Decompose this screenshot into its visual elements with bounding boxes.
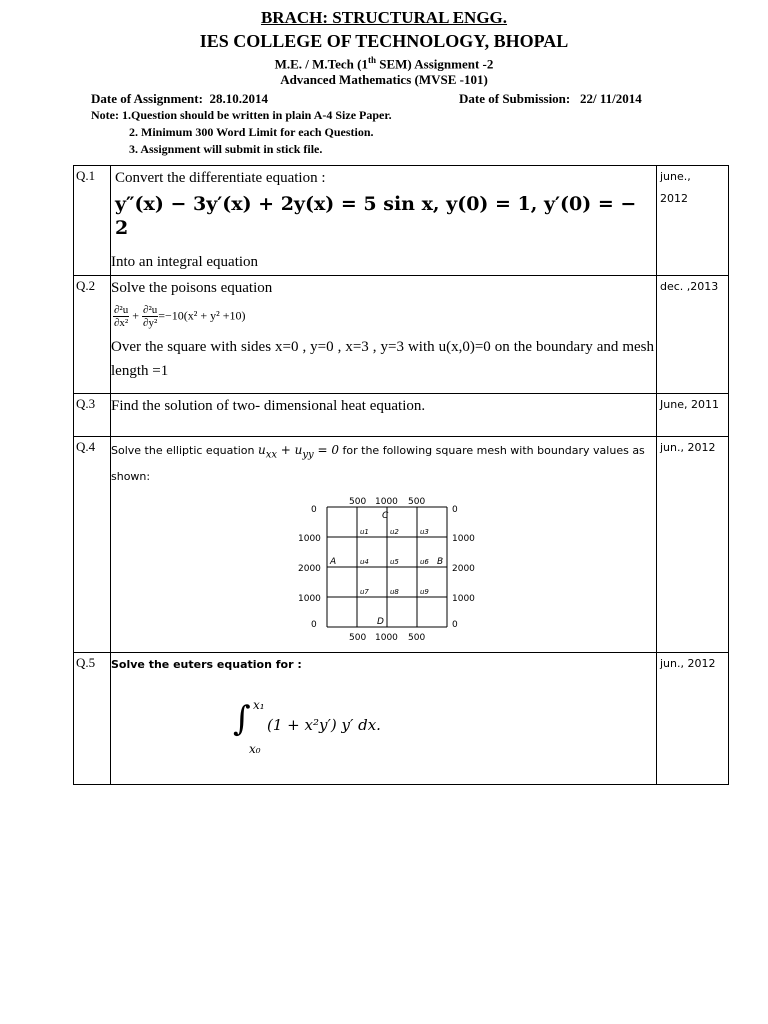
top-label: 500 bbox=[408, 497, 426, 507]
top-label: 500 bbox=[349, 497, 367, 507]
branch-title: BRACH: STRUCTURAL ENGG. bbox=[260, 8, 508, 27]
question-body bbox=[111, 166, 657, 276]
left-label: 1000 bbox=[298, 594, 321, 604]
left-label: 1000 bbox=[298, 534, 321, 544]
bottom-label: 500 bbox=[408, 633, 426, 643]
integrand: (1 + x²y′) y′ dx. bbox=[267, 716, 381, 734]
question-body bbox=[111, 437, 657, 653]
question-row-3 bbox=[74, 394, 729, 437]
bottom-label: 0 bbox=[311, 620, 317, 630]
question-text: Solve the euters equation for : bbox=[111, 658, 302, 671]
question-year: jun., 2012 bbox=[657, 437, 729, 653]
bottom-label: 1000 bbox=[375, 633, 398, 643]
note-2: 2. Minimum 300 Word Limit for each Question. bbox=[129, 125, 374, 139]
integral-lower-limit: x₀ bbox=[249, 742, 261, 756]
question-body bbox=[111, 276, 657, 394]
question-intro: Solve the poisons equation bbox=[111, 280, 273, 296]
unknown-label: u8 bbox=[390, 588, 399, 596]
top-label: 0 bbox=[311, 505, 317, 515]
question-row-2 bbox=[74, 276, 729, 394]
question-text: Solve the elliptic equation $u_{xx} + u_{yy} = 0$ for the following square mesh with boundary values as shown: bbox=[111, 443, 645, 484]
right-label: 1000 bbox=[452, 594, 475, 604]
unknown-label: u2 bbox=[390, 528, 399, 536]
unknown-label: u4 bbox=[360, 558, 369, 566]
point-label: D bbox=[377, 617, 384, 627]
question-year: jun., 2012 bbox=[657, 653, 729, 785]
unknown-label: u5 bbox=[390, 558, 399, 566]
note-1: Note: 1.Question should be written in plain A-4 Size Paper. bbox=[91, 108, 392, 122]
question-row-4 bbox=[74, 437, 729, 653]
right-label: 2000 bbox=[452, 564, 475, 574]
left-label: 2000 bbox=[298, 564, 321, 574]
subject-title: Advanced Mathematics (MVSE -101) bbox=[280, 72, 488, 87]
bottom-label: 500 bbox=[349, 633, 367, 643]
integral-upper-limit: x₁ bbox=[253, 698, 265, 712]
unknown-label: u9 bbox=[420, 588, 429, 596]
ode-equation: y″(x) − 3y′(x) + 2y(x) = 5 sin x, y(0) = 1, y′(0) = − 2 bbox=[115, 193, 637, 239]
question-number: Q.3 bbox=[74, 394, 111, 437]
question-year: June, 2011 bbox=[657, 394, 729, 437]
question-number: Q.2 bbox=[74, 276, 111, 394]
question-year: dec. ,2013 bbox=[657, 276, 729, 394]
unknown-label: u3 bbox=[420, 528, 429, 536]
point-label: A bbox=[330, 557, 337, 567]
point-label: B bbox=[437, 557, 444, 567]
unknown-label: u6 bbox=[420, 558, 429, 566]
integral-sign: ∫ bbox=[233, 699, 251, 739]
question-number: Q.5 bbox=[74, 653, 111, 785]
bottom-label: 0 bbox=[452, 620, 458, 630]
college-title: IES COLLEGE OF TECHNOLOGY, BHOPAL bbox=[199, 31, 569, 51]
unknown-label: u7 bbox=[360, 588, 369, 596]
question-body bbox=[111, 653, 657, 785]
point-label: C bbox=[382, 511, 389, 521]
question-row-5 bbox=[74, 653, 729, 785]
assignment-date: Date of Assignment: 28.10.2014 bbox=[91, 91, 268, 106]
top-label: 1000 bbox=[375, 497, 398, 507]
question-outro: Into an integral equation bbox=[111, 254, 259, 270]
poisson-equation: $\frac{\text{∂²u}}{\text{∂x²}}$ + $\frac{\text{∂²u}}{\text{∂y²}}$ =−10(x² + y² +10) bbox=[114, 304, 246, 329]
right-label: 1000 bbox=[452, 534, 475, 544]
question-detail: Over the square with sides x=0 , y=0 , x=3 , y=3 with u(x,0)=0 on the boundary and mesh length =1 bbox=[111, 339, 654, 379]
questions-table bbox=[73, 165, 729, 785]
question-year: june., 2012 bbox=[657, 166, 729, 276]
unknown-label: u1 bbox=[360, 528, 369, 536]
submission-date: Date of Submission: 22/ 11/2014 bbox=[459, 91, 642, 106]
mesh-diagram bbox=[297, 497, 497, 647]
question-number: Q.1 bbox=[74, 166, 111, 276]
course-title: M.E. / M.Tech (1th SEM) Assignment -2 bbox=[274, 55, 494, 72]
integral-expression bbox=[233, 695, 654, 775]
note-3: 3. Assignment will submit in stick file. bbox=[129, 142, 323, 156]
question-body: Find the solution of two- dimensional heat equation. bbox=[111, 394, 657, 437]
top-label: 0 bbox=[452, 505, 458, 515]
question-intro: Convert the differentiate equation : bbox=[115, 170, 326, 186]
question-number: Q.4 bbox=[74, 437, 111, 653]
question-row-1 bbox=[74, 166, 729, 276]
